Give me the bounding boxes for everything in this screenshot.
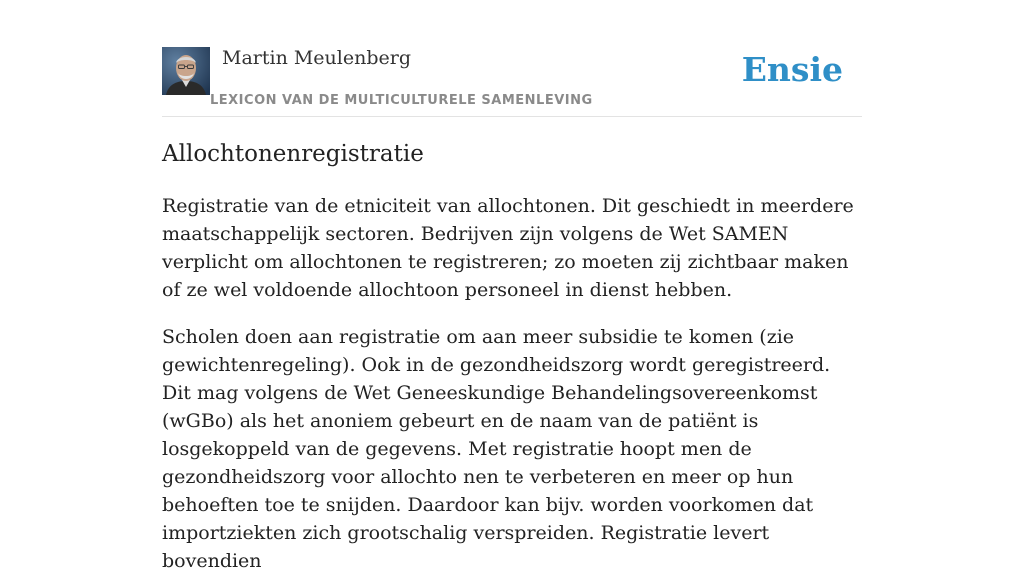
author-photo [162,47,210,95]
article-paragraph: Scholen doen aan registratie om aan meer subsidie te komen (zie gewichtenregeling). Ook in de gezondheidszorg wordt geregistreerd. Dit mag volgens de Wet Geneeskundige Behandelingsovereenkomst (wGBo) als het anoniem gebeurt en de naam van de patiënt is losgekoppeld van de gegevens. Met registratie hoopt men de gezondheidszorg voor allochto nen te verbeteren en meer op hun behoeften toe te snijden. Daardoor kan bijv. worden voorkomen dat importziekten zich grootschalig verspreiden. Registratie levert bovendien [162,326,831,572]
article-title: Allochtonenregistratie [162,141,424,167]
ensie-logo[interactable]: Ensie [741,50,843,89]
article-paragraph: Registratie van de etniciteit van allochtonen. Dit geschiedt in meerdere maatschappelijk sectoren. Bedrijven zijn volgens de Wet SAMEN verplicht om allochtonen te registreren; zo moeten zij zichtbaar maken of ze wel voldoende allochtoon personeel in dienst hebben. [162,195,854,301]
author-name[interactable]: Martin Meulenberg [222,47,411,69]
header [162,46,862,117]
author-avatar[interactable] [162,47,210,95]
article [162,138,862,575]
collection-name[interactable]: LEXICON VAN DE MULTICULTURELE SAMENLEVING [210,93,593,108]
